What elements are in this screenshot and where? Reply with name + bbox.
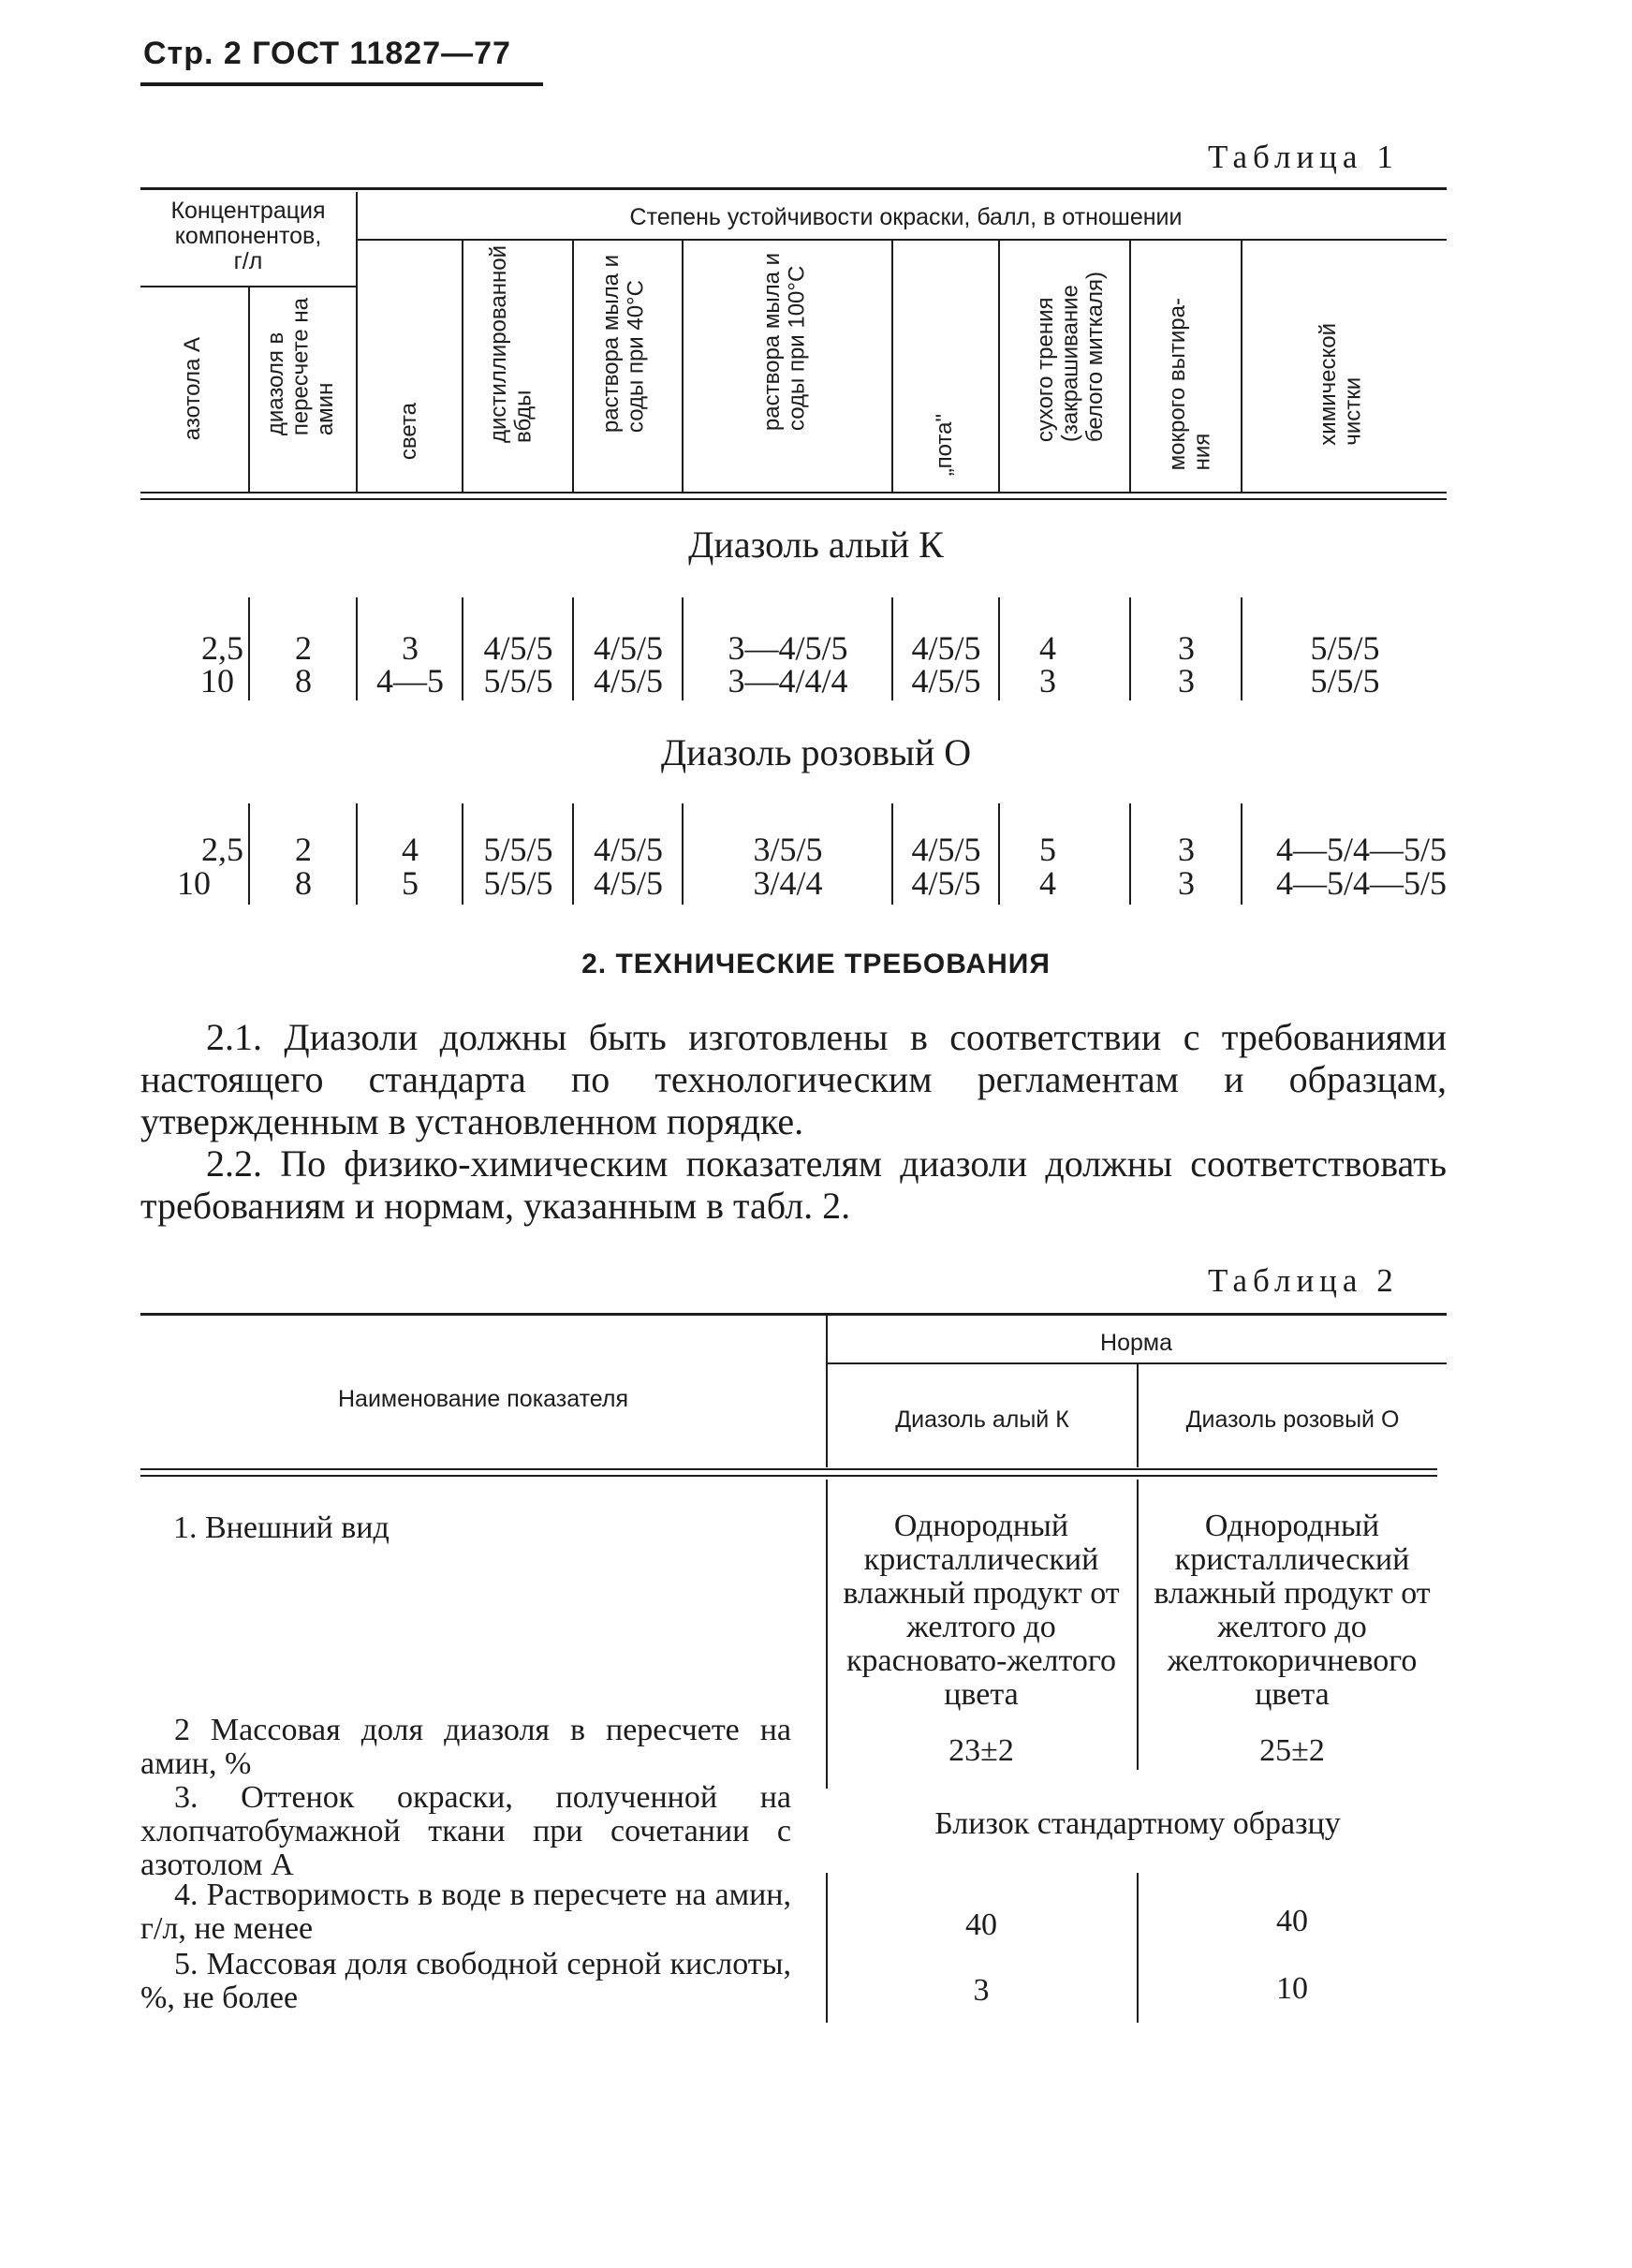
table1-concentration-header: Концентрация компонентов, г/л: [170, 198, 326, 274]
table1-section-title: Диазоль розовый О: [660, 731, 972, 773]
t1-vline: [248, 803, 250, 905]
table1-col-diazol: диазоля в пересчете на амин: [263, 298, 338, 436]
table1-cell: 5/5/5: [1310, 629, 1380, 667]
table2-row-value-a: 23±2: [948, 1733, 1014, 1768]
t1-vline: [682, 597, 684, 700]
table1-cell: 4—5: [376, 662, 444, 700]
table1-col-soap-40: раствора мыла и соды при 40°С: [598, 255, 649, 434]
t1-vline: [891, 803, 893, 905]
table1-caption: Таблица 1: [1208, 139, 1399, 175]
table1-cell: 3: [1178, 662, 1195, 700]
t1-vline: [1129, 241, 1131, 492]
table1-cell: 4/5/5: [593, 864, 663, 902]
table1-cell: 4/5/5: [911, 662, 981, 700]
t1-vline: [1241, 803, 1242, 905]
table1-cell: 3: [1178, 629, 1195, 667]
t1-vline: [998, 803, 1000, 905]
table1-cell: 3: [402, 629, 419, 667]
table1-cell: 4/5/5: [911, 831, 981, 868]
table1-cell: 3—4/5/5: [728, 629, 848, 667]
table1-cell: 5: [1039, 831, 1056, 868]
table1-cell: 4/5/5: [483, 629, 553, 667]
table1-col-sweat: „пота": [932, 414, 957, 477]
t1-vline: [462, 803, 463, 905]
table2-col-b-header: Диазоль розовый О: [1185, 1406, 1400, 1433]
t1-vline: [248, 597, 250, 700]
table2-row-value-b: Однородный кристаллический влажный продукт от желтого до желтокоричневого цвета: [1154, 1509, 1431, 1712]
table2-row-value-a: 3: [973, 1973, 990, 2008]
table1-cell: 5/5/5: [483, 864, 553, 902]
table1-col-soap-100: раствора мыла и соды при 100°С: [759, 253, 810, 432]
table1-cell: 10: [200, 662, 234, 700]
section2-paragraphs: [140, 1016, 1447, 1227]
t2-vline: [1137, 1873, 1139, 2023]
table2-row-value-b: 25±2: [1259, 1733, 1325, 1768]
table1-header-bottom-rule-2: [140, 498, 1447, 500]
table1-cell: 3: [1178, 831, 1195, 868]
table1-cell: 3: [1178, 864, 1195, 902]
table1-cell: 4/5/5: [911, 629, 981, 667]
table1-cell: 2: [295, 831, 312, 868]
t1-vline: [356, 803, 358, 905]
table2-row-value-b: 10: [1276, 1971, 1308, 2006]
t1-vline: [682, 803, 684, 905]
t2-vline: [826, 1873, 828, 2023]
table1-cell: 4: [402, 831, 419, 868]
table1-col-distilled-water: дистиллированной вбды: [486, 245, 537, 444]
table1-cell: 5/5/5: [483, 831, 553, 868]
table1-col-azotol: азотола А: [180, 337, 205, 441]
table1-cell: 2: [295, 629, 312, 667]
table1-cell: 4/5/5: [593, 831, 663, 868]
t1-vline: [572, 597, 574, 700]
table2-row-name: 1. Внешний вид: [173, 1510, 390, 1545]
table1-cell: 4/5/5: [593, 662, 663, 700]
t1-vline: [891, 241, 893, 492]
table1-cell: 8: [295, 864, 312, 902]
t1-vline: [356, 597, 358, 700]
table1-cell: 5/5/5: [483, 662, 553, 700]
t1-vline: [1241, 241, 1242, 492]
table1-cell: 3/4/4: [753, 864, 823, 902]
t1-vline: [998, 241, 1000, 492]
table1-subheader-rule: [356, 239, 1447, 241]
section-title: 2. ТЕХНИЧЕСКИЕ ТРЕБОВАНИЯ: [581, 949, 1051, 979]
table2-row-name: 4. Растворимость в воде в пересчете на амин, г/л, не менее: [140, 1878, 791, 1946]
table2-caption: Таблица 2: [1208, 1262, 1399, 1299]
t2-vline: [1137, 1480, 1139, 1770]
t2-vline: [826, 1480, 828, 1789]
table1-col-dry-rubbing: сухого трения (закрашивание белого миткаля): [1033, 272, 1108, 443]
table1-cell: 2,5: [201, 831, 243, 868]
table1-header-bottom-rule: [140, 492, 1447, 493]
table1-cell: 4/5/5: [911, 864, 981, 902]
standard-number: ГОСТ 11827—77: [252, 36, 511, 71]
table2-header-bottom-rule: [140, 1468, 1437, 1470]
table1-cell: 3/5/5: [753, 831, 823, 868]
table2-row-value-a: 40: [965, 1907, 997, 1942]
table1-cell: 4/5/5: [593, 629, 663, 667]
t1-vline: [1129, 803, 1131, 905]
header-rule: [140, 82, 543, 86]
page-number: Стр. 2: [143, 36, 243, 71]
t1-vline: [998, 597, 1000, 700]
table2-norm-header: Норма: [1100, 1330, 1172, 1356]
table1-cell: 8: [295, 662, 312, 700]
table1-cell: 2,5: [201, 629, 243, 667]
table1-cell: 4—5/4—5/5: [1275, 831, 1447, 868]
table2-top-rule: [140, 1313, 1447, 1316]
table1-cell: 5: [402, 864, 419, 902]
table1-cell: 10: [177, 864, 211, 902]
page-header: [143, 36, 511, 72]
t1-vline: [462, 241, 463, 492]
table2-row-value-b: 40: [1276, 1904, 1308, 1938]
table1-cell: 4: [1039, 864, 1056, 902]
table1-col-wet-rubbing: мокрого вытира- ния: [1165, 298, 1215, 471]
table2-row-value-a: Однородный кристаллический влажный продукт от желтого до красновато-желтого цвета: [843, 1509, 1120, 1712]
table1-section-title: Диазоль алый К: [688, 523, 944, 566]
table2-header-bottom-rule-2: [140, 1475, 1437, 1477]
table2-row-name: 2 Массовая доля диазоля в пересчете на амин, %: [140, 1713, 791, 1781]
t1-vline: [462, 597, 463, 700]
table1-cell: 3—4/4/4: [728, 662, 848, 700]
t1-vline: [1129, 597, 1131, 700]
table2-row-name: 3. Оттенок окраски, полученной на хлопчатобумажной ткани при сочетании с азотолом А: [140, 1780, 791, 1882]
table1-fastness-header: Степень устойчивости окраски, балл, в отношении: [629, 204, 1183, 230]
table1-col-dry-cleaning: химической чистки: [1316, 323, 1366, 446]
table2-row-name: 5. Массовая доля свободной серной кислоты, %, не более: [140, 1947, 791, 2015]
t1-vline: [891, 597, 893, 700]
t1-vline: [572, 803, 574, 905]
table2-row-value-merged: Близок стандартному образцу: [934, 1806, 1341, 1841]
table1-col-light: света: [396, 403, 421, 461]
paragraph-2-1: 2.1. Диазоли должны быть изготовлены в соответствии с требованиями настоящего стандарта по технологическим регламентам и образцам, утвержденным в установленном порядке.: [140, 1016, 1447, 1142]
t1-vline: [248, 287, 250, 492]
table1-cell: 3: [1039, 662, 1056, 700]
t1-vline: [1241, 597, 1242, 700]
table2-name-header: Наименование показателя: [338, 1386, 628, 1412]
table1-cell: 4—5/4—5/5: [1275, 864, 1447, 902]
t1-vline: [356, 192, 358, 492]
paragraph-2-2: 2.2. По физико-химическим показателям диазоли должны соответствовать требованиям и нормам, указанным в табл. 2.: [140, 1142, 1447, 1227]
table1-cell: 4: [1039, 629, 1056, 667]
table1-top-rule: [140, 187, 1447, 190]
table1-cell: 5/5/5: [1310, 662, 1380, 700]
t1-vline: [682, 241, 684, 492]
t1-vline: [572, 241, 574, 492]
table2-col-a-header: Диазоль алый К: [895, 1406, 1069, 1433]
